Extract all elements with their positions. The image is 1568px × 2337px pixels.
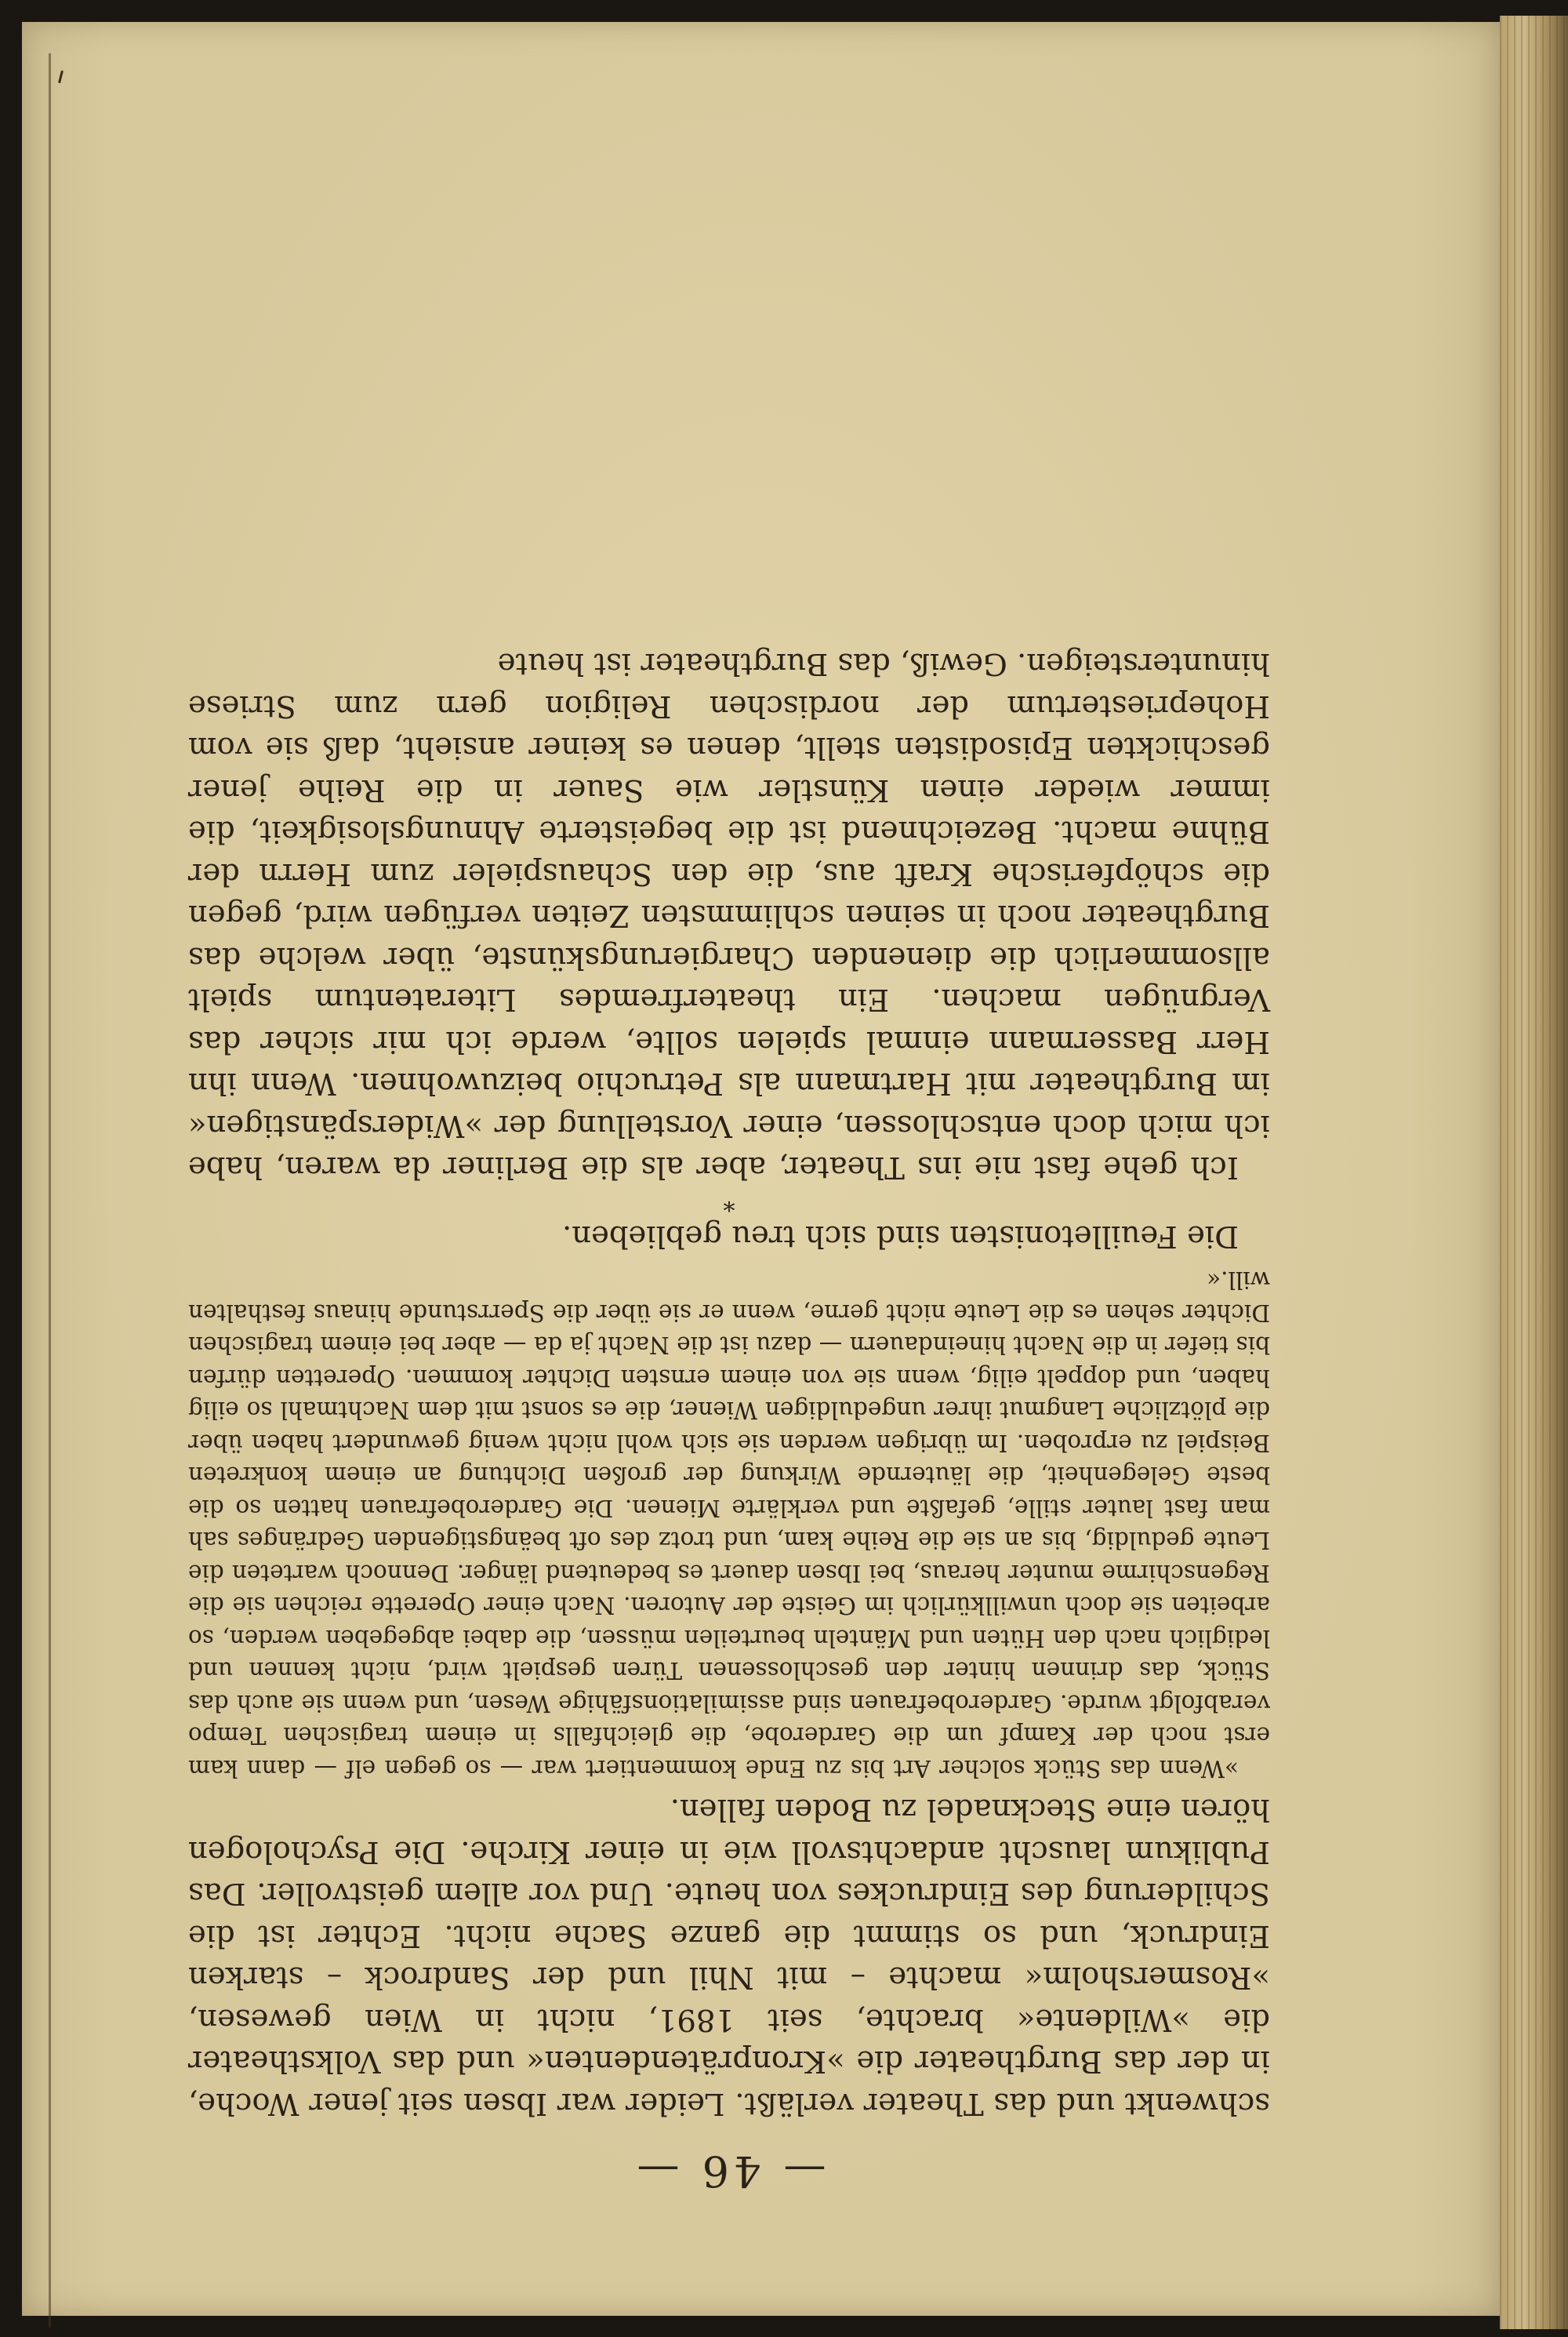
- stray-ink-mark: [58, 71, 64, 83]
- section-divider-asterisk: *: [723, 1188, 735, 1216]
- quoted-paragraph-garderobe: »Wenn das Stück solcher Art bis zu Ende kommentiert war — so gegen elf — dann kam erst noch der Kampf um die Garderobe, die gleichfalls in einem tragischen Tempo verabfolgt wurde. Garderobefrauen sind assimilationsfähige Wesen, und wenn sie auch das Stück, das drinnen hinter den geschlossenen Türen gespielt wird, nicht kennen und lediglich nach den Hüten und Mänteln beurteilen müssen, die dabei abgegeben werden, so arbeiten sie doch unwillkürlich im Geiste der Autoren. Nach einer Operette reichen sie die Regenschirme munter heraus, bei Ibsen dauert es bedeutend länger. Dennoch warteten die Leute geduldig, bis an sie die Reihe kam, und trotz des oft beängstigenden Gedränges sah man fast lauter stille, gefaßte und verklärte Mienen. Die Garderobefrauen hatten so die beste Gelegenheit, die läuternde Wirkung der großen Dichtung an einem konkreten Beispiel zu erproben. Im übrigen werden sie sich wohl nicht wenig gewundert haben über die plötzliche Langmut ihrer ungeduldigen Wiener, die es sonst mit dem Nachtmahl so eilig haben, und doppelt eilig, wenn sie von einem ernsten Dichter kommen. Operetten dürfen bis tiefer in die Nacht hineindauern — dazu ist die Nacht ja da — aber bei einem tragischen Dichter sehen es die Leute nicht gerne, wenn er sie über die Sperrstunde hinaus festhalten will.«: [188, 1267, 1270, 1782]
- page-number: — 46 —: [632, 2146, 826, 2196]
- paragraph-feuilletonisten: Die Feuilletonisten sind sich treu geblieben.: [562, 1219, 1239, 1254]
- paragraph-burgtheater: Ich gehe fast nie ins Theater, aber als die Berliner da waren, habe ich mich doch entschlossen, einer Vorstellung der »Widerspänstigen« im Burgtheater mit Hartmann als Petruchio beizuwohnen. Wenn ihn Herr Bassermann einmal spielen sollte, werde ich mir sicher das Vergnügen machen. Ein theaterfremdes Literatentum spielt allsommerlich die dienenden Chargierungskünste, über welche das Burgtheater noch in seinen schlimmsten Zeiten verfügen wird, gegen die schöpferische Kraft aus, die den Schauspieler zum Herrn der Bühne macht. Bezeichnend ist die begeisterte Ahnungslosigkeit, die immer wieder einen Künstler wie Sauer in die Reihe jener geschickten Episodisten stellt, denen es keiner ansieht, daß sie vom Hohepriestertum der nordischen Religion gern zum Striese hinuntersteigen. Gewiß, das Burgtheater ist heute: [188, 646, 1270, 1186]
- binding-gutter-line: [49, 53, 51, 2328]
- rotated-text-block: [188, 329, 1270, 2196]
- paragraph-ibsen-history: schwenkt und das Theater verläßt. Leider war Ibsen seit jener Woche, in der das Burgtheater die »Kronprätendenten« und das Volkstheater die »Wildente« brachte, seit 1891, nicht in Wien gewesen, »Rosmersholm« machte – mit Nhil und der Sandrock – starken Eindruck, und so stimmt die ganze Sache nicht. Echter ist die Schilderung des Eindruckes von heute. Und vor allem geistvoller. Das Publikum lauscht andachtsvoll wie in einer Kirche. Die Psychologen hören eine Stecknadel zu Boden fallen.: [188, 1792, 1270, 2121]
- page-stack-edge: [1500, 16, 1568, 2329]
